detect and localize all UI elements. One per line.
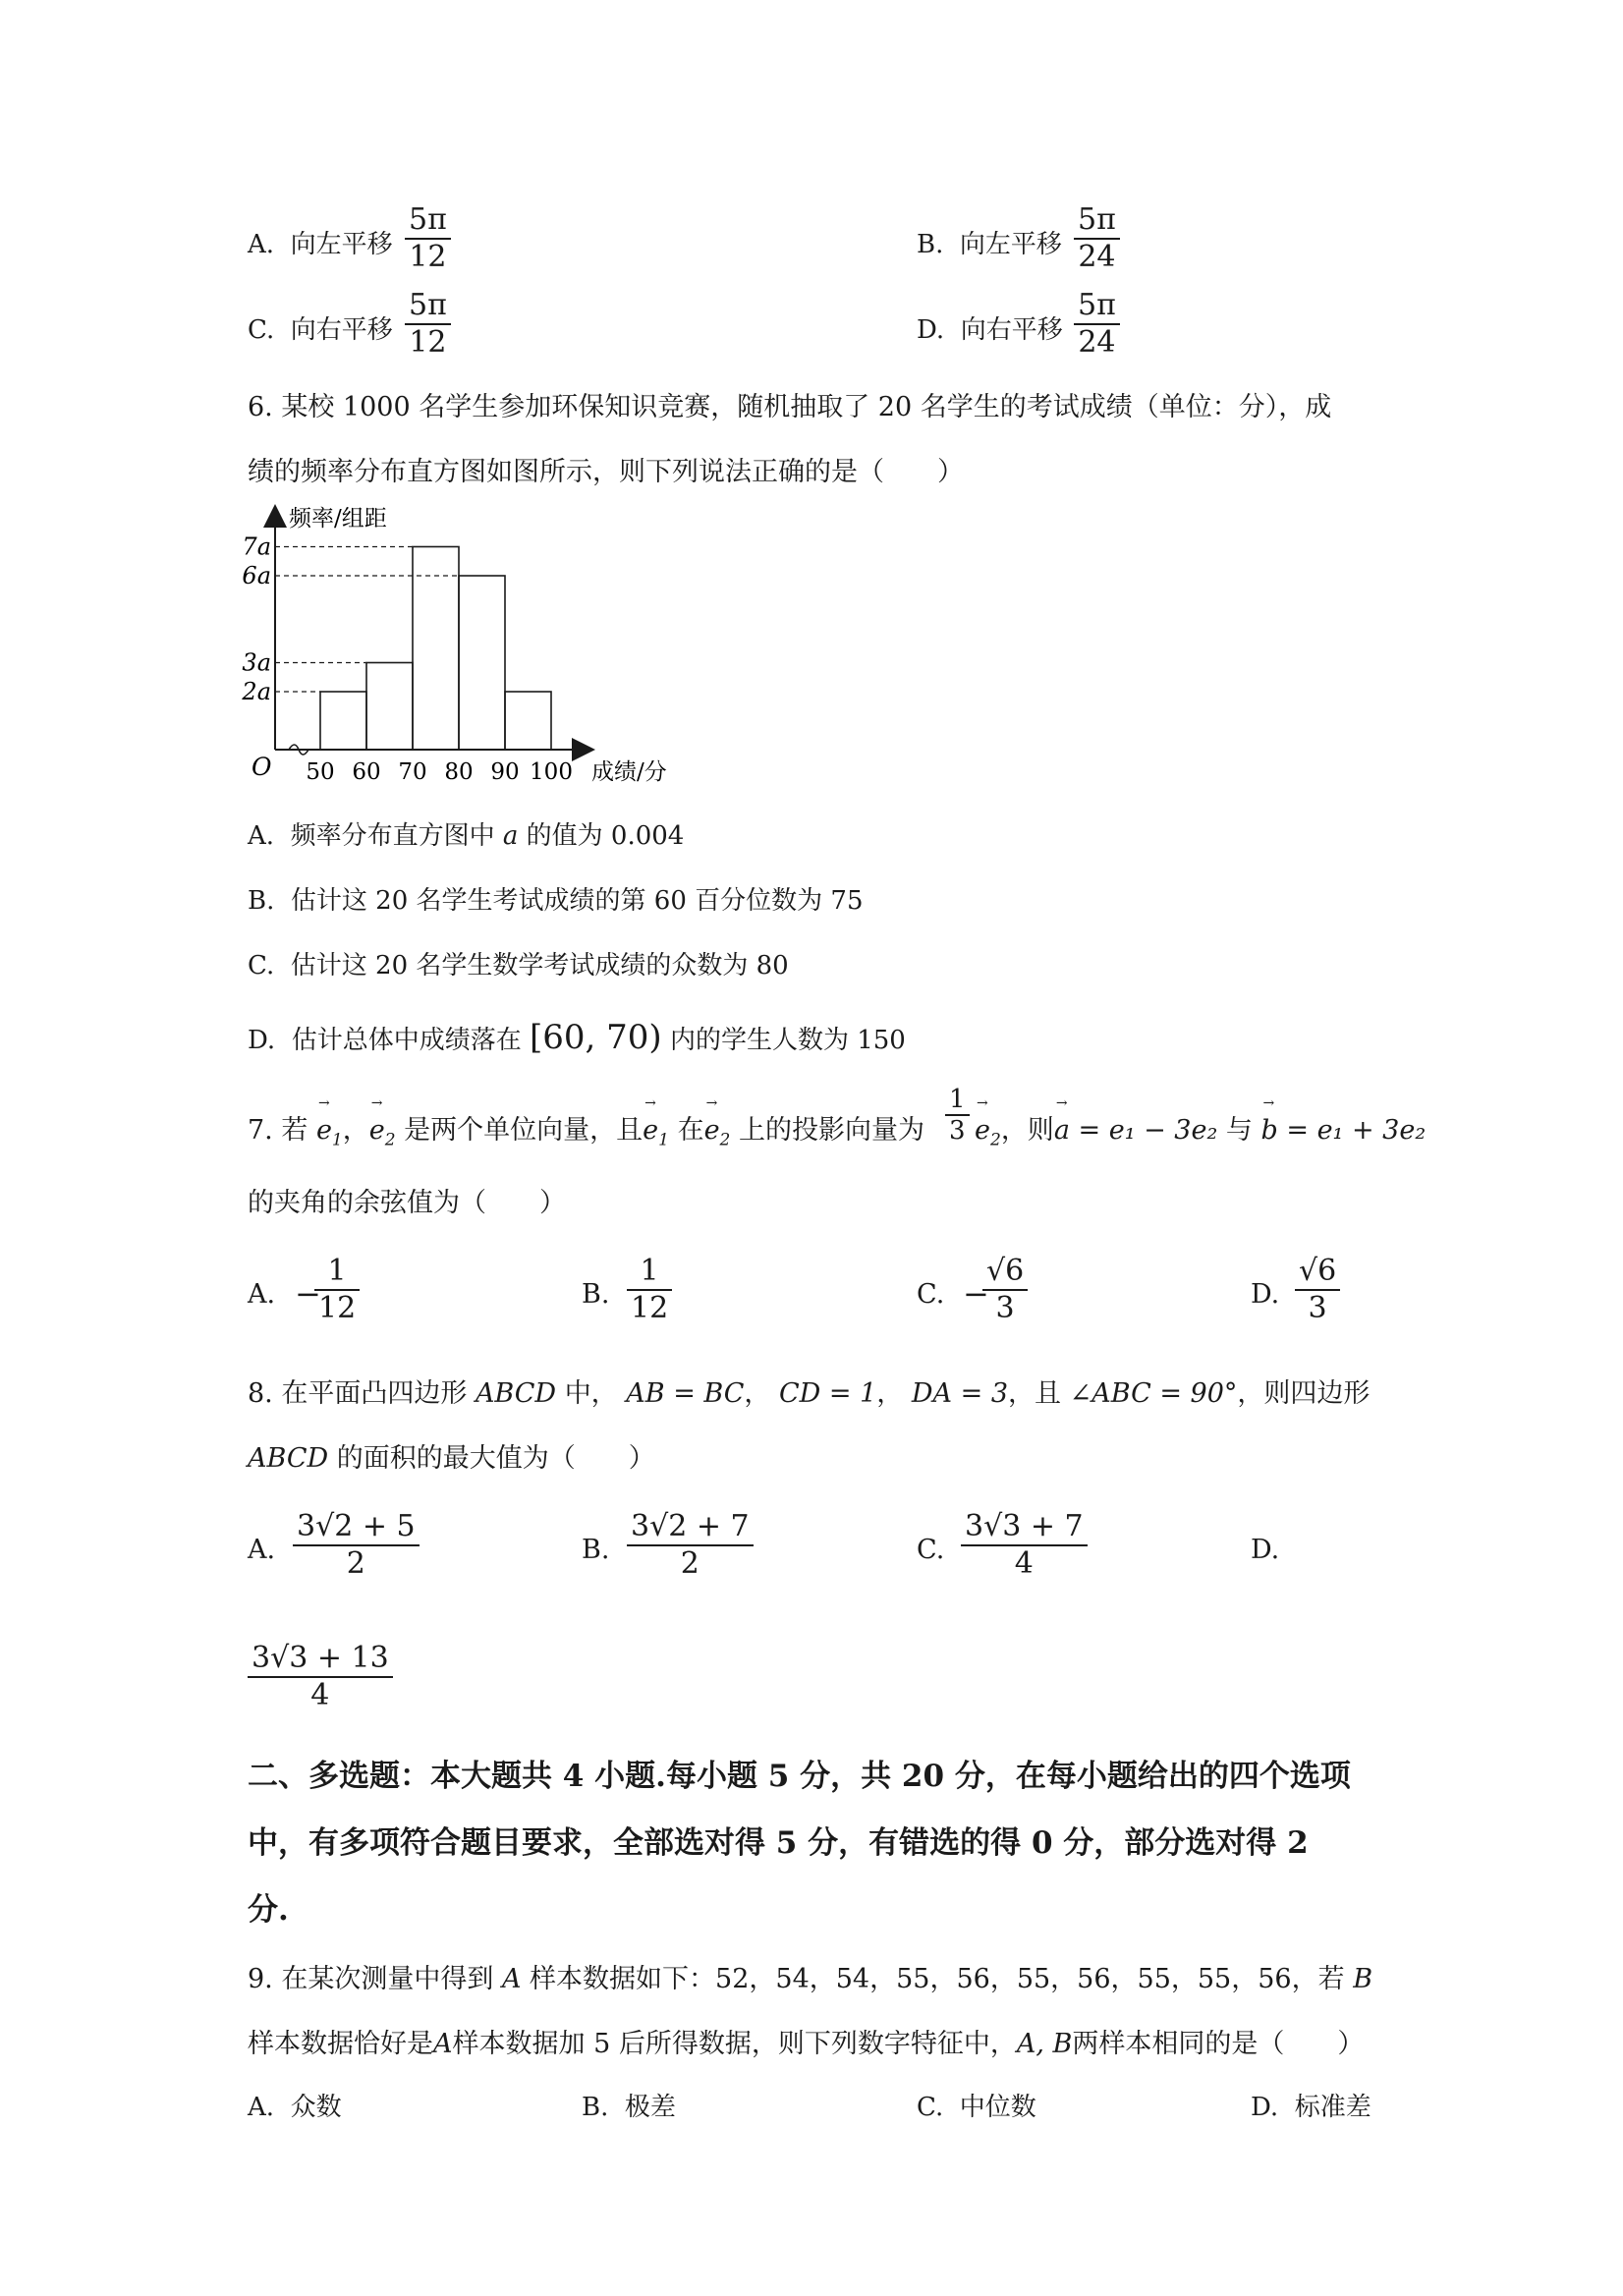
option-label: C. (917, 2093, 944, 2122)
option-label: D. (917, 315, 945, 345)
vector-e2: → $e_2$ (703, 1095, 731, 1150)
origin-label: O (252, 753, 272, 781)
x-tick-label: 80 (444, 759, 474, 785)
histogram-bar (459, 576, 505, 750)
q7-option-b-fraction (627, 1254, 672, 1326)
fraction-denominator: 24 (1074, 238, 1120, 275)
fraction-numerator: √6 (986, 1254, 1025, 1288)
option-label: A. (248, 2093, 275, 2122)
q9-option-d (1251, 2087, 1371, 2123)
fraction-numerator: 5π (1078, 288, 1116, 322)
fraction-numerator: 3√2 + 5 (297, 1509, 416, 1543)
x-tick-label: 60 (352, 759, 381, 785)
fraction-numerator: 5π (409, 202, 447, 237)
option-text: 标准差 (1294, 2093, 1371, 2122)
option-label: C. (248, 951, 275, 980)
fraction-denominator: 12 (405, 238, 451, 275)
q9-text: 9. 在某次测量中得到 (248, 1964, 494, 1994)
q9-text: 样本数据恰好是 (248, 2029, 433, 2059)
q9-stem-line2 (248, 2022, 1364, 2060)
option-text: 向右平移 (960, 315, 1063, 345)
x-tick-label: 90 (490, 759, 520, 785)
fraction-denominator: 3 (1295, 1289, 1340, 1326)
q7-projection-fraction (945, 1085, 970, 1146)
q7-option-a-sign: − (295, 1275, 321, 1313)
option-label: C. (248, 315, 275, 345)
q7-text: 上的投影向量为 (738, 1115, 924, 1146)
fraction-denominator: 24 (1074, 323, 1120, 361)
x-tick-label: 50 (306, 759, 335, 785)
q6-option-a (248, 815, 684, 852)
q9-option-c (917, 2087, 1036, 2123)
condition-cd: CD = 1 (779, 1378, 877, 1409)
section-2-heading-line1: 二、多选题：本大题共 4 小题.每小题 5 分，共 20 分，在每小题给出的四个选项 (248, 1759, 1351, 1794)
option-text: 估计这 20 名学生数学考试成绩的众数为 80 (290, 951, 789, 980)
q7-text: 与 (1225, 1115, 1253, 1146)
fraction-numerator: 3√2 + 7 (631, 1509, 750, 1543)
vector-arrow-icon: → (317, 1095, 330, 1111)
q6-stem-line1: 6. 某校 1000 名学生参加环保知识竞赛，随机抽取了 20 名学生的考试成绩（单位：分），成 (248, 392, 1332, 422)
q7-option-a-label: A. (248, 1279, 276, 1310)
vector-b: → b (1260, 1095, 1278, 1146)
q6-option-c (248, 945, 789, 981)
q7-stem-line2: 的夹角的余弦值为（ ） (248, 1188, 566, 1218)
q7-option-c-fraction (982, 1254, 1028, 1326)
option-text: 极差 (624, 2093, 676, 2122)
q7-text: ， (342, 1115, 369, 1146)
fraction-denominator: 4 (248, 1676, 393, 1713)
y-axis-label: 频率/组距 (289, 506, 387, 532)
option-text: 中位数 (959, 2093, 1036, 2122)
option-text: 众数 (290, 2093, 342, 2122)
quadrilateral-name: ABCD (475, 1378, 557, 1409)
histogram-bar (366, 663, 413, 751)
q9-option-a (248, 2087, 342, 2123)
option-text-post: 内的学生人数为 150 (669, 1026, 906, 1055)
fraction-numerator: 1 (327, 1254, 347, 1288)
q8-option-d-fraction (248, 1641, 393, 1713)
fraction-denominator: 3 (945, 1114, 970, 1146)
q5-option-b-fraction (1074, 202, 1120, 275)
vector-a-expression: = e₁ − 3e₂ (1078, 1115, 1218, 1146)
option-label: D. (1251, 2093, 1279, 2122)
q9-stem-line1 (248, 1957, 1372, 1995)
q8-option-d-label: D. (1251, 1535, 1280, 1565)
q7-option-c-label: C. (917, 1279, 945, 1310)
q8-text: 中， (564, 1378, 618, 1409)
q9-text: 两样本相同的是（ ） (1072, 2029, 1365, 2059)
fraction-numerator: √6 (1299, 1254, 1337, 1288)
samples-ab: A, B (1016, 2029, 1073, 2059)
vector-arrow-icon: → (370, 1095, 383, 1111)
interval: [60, 70) (530, 1018, 662, 1057)
option-label: B. (582, 2093, 609, 2122)
q7-option-a-fraction (314, 1254, 360, 1326)
y-tick-label: 6a (242, 562, 271, 589)
vector-b-expression: = e₁ + 3e₂ (1286, 1115, 1427, 1146)
vector-e1: → $e_1$ (315, 1095, 343, 1150)
vector-arrow-icon: → (1055, 1095, 1068, 1111)
q5-option-d-fraction (1074, 288, 1120, 361)
q8-stem-line2 (248, 1436, 655, 1475)
section-2-heading-line3: 分. (248, 1892, 289, 1928)
option-label: A. (248, 230, 275, 259)
q8-stem-line1: 8. 在平面凸四边形 ABCD 中， AB = BC， CD = 1， DA = 3，且 ∠ABC = 90°，则四边形 (248, 1378, 1371, 1409)
vector-a: → a (1053, 1095, 1070, 1146)
x-tick-label: 70 (398, 759, 427, 785)
histogram-bar (320, 692, 366, 750)
fraction-denominator: 2 (627, 1544, 754, 1582)
q8-option-b-fraction (627, 1509, 754, 1582)
section-2-heading-line2: 中，有多项符合题目要求，全部选对得 5 分，有错选的得 0 分，部分选对得 2 (248, 1825, 1309, 1861)
fraction-numerator: 5π (1078, 202, 1116, 237)
q5-option-c-fraction (405, 288, 451, 361)
fraction-denominator: 12 (314, 1289, 360, 1326)
fraction-numerator: 3√3 + 13 (252, 1641, 389, 1675)
vector-arrow-icon: → (1262, 1095, 1275, 1111)
q7-option-b-label: B. (582, 1279, 610, 1310)
q8-text: ，则四边形 (1237, 1378, 1371, 1409)
option-text-pre: 估计总体中成绩落在 (291, 1026, 522, 1055)
fraction-numerator: 1 (640, 1254, 659, 1288)
vector-arrow-icon: → (644, 1095, 656, 1111)
q6-stem-line2: 绩的频率分布直方图如图所示，则下列说法正确的是（ ） (248, 457, 964, 487)
q7-option-c-sign: − (963, 1275, 989, 1313)
q7-option-d-label: D. (1251, 1279, 1280, 1310)
q5-option-a (248, 224, 393, 260)
q7-text: ，则 (1000, 1115, 1054, 1146)
option-text: 向左平移 (959, 230, 1062, 259)
condition-da: DA = 3 (911, 1378, 1009, 1409)
q5-option-b (917, 224, 1062, 260)
q9-text: 样本数据加 5 后所得数据，则下列数字特征中， (452, 2029, 1017, 2059)
q7-stem-line1-tail (975, 1095, 1427, 1150)
vector-arrow-icon: → (705, 1095, 718, 1111)
vector-e2: → $e_2$ (975, 1095, 1001, 1150)
option-label: D. (248, 1026, 276, 1055)
option-text: 向左平移 (290, 230, 393, 259)
vector-arrow-icon: → (977, 1095, 988, 1111)
sample-a: A (433, 2029, 453, 2059)
option-label: B. (917, 230, 944, 259)
option-label: A. (248, 821, 275, 851)
q8-text: 的面积的最大值为（ ） (336, 1443, 655, 1474)
option-text: 向右平移 (290, 315, 393, 345)
option-label: B. (248, 886, 275, 916)
q6-option-d (248, 1018, 906, 1057)
variable-a: a (502, 821, 519, 851)
fraction-denominator: 3 (982, 1289, 1028, 1326)
q7-text: 7. 若 (248, 1115, 308, 1146)
option-text: 估计这 20 名学生考试成绩的第 60 百分位数为 75 (290, 886, 864, 916)
q8-option-a-label: A. (248, 1535, 276, 1565)
fraction-numerator: 3√3 + 7 (965, 1509, 1084, 1543)
q8-text: 8. 在平面凸四边形 (248, 1378, 468, 1409)
y-tick-label: 3a (242, 648, 271, 677)
y-tick-label: 7a (242, 532, 271, 561)
x-tick-label: 100 (530, 759, 573, 785)
fraction-denominator: 12 (405, 323, 451, 361)
q5-option-a-fraction (405, 202, 451, 275)
q8-text: ，且 (1008, 1378, 1062, 1409)
x-axis-label: 成绩/分 (591, 759, 667, 785)
condition-ab-bc: AB = BC (626, 1378, 745, 1409)
histogram-bar (413, 547, 459, 751)
q7-option-d-fraction (1295, 1254, 1340, 1326)
quadrilateral-name: ABCD (248, 1443, 329, 1474)
q9-option-b (582, 2087, 676, 2123)
fraction-denominator: 2 (293, 1544, 420, 1582)
histogram-chart (236, 496, 688, 791)
q7-stem-line1 (248, 1095, 924, 1150)
q8-option-c-fraction (961, 1509, 1088, 1582)
y-tick-label: 2a (242, 678, 271, 705)
histogram-bar (505, 692, 551, 750)
q5-option-c (248, 309, 393, 346)
q9-text: 样本数据如下：52，54，54，55，56，55，56，55，55，56，若 (530, 1964, 1345, 1994)
q7-text: 在 (677, 1115, 704, 1146)
sample-a: A (501, 1964, 522, 1994)
condition-angle: ∠ABC = 90° (1069, 1378, 1238, 1409)
sample-b: B (1353, 1964, 1373, 1994)
option-text-post: 的值为 0.004 (526, 821, 685, 851)
q7-text: 是两个单位向量，且 (404, 1115, 644, 1146)
vector-e1: → $e_1$ (643, 1095, 669, 1150)
q8-option-a-fraction (293, 1509, 420, 1582)
q5-option-d (917, 309, 1063, 346)
option-text-pre: 频率分布直方图中 (290, 821, 495, 851)
q6-option-b (248, 880, 863, 917)
fraction-numerator: 5π (409, 288, 447, 322)
vector-e2: → $e_2$ (368, 1095, 396, 1150)
fraction-denominator: 12 (627, 1289, 672, 1326)
q8-option-b-label: B. (582, 1535, 610, 1565)
fraction-denominator: 4 (961, 1544, 1088, 1582)
fraction-numerator: 1 (949, 1085, 966, 1114)
q8-option-c-label: C. (917, 1535, 945, 1565)
